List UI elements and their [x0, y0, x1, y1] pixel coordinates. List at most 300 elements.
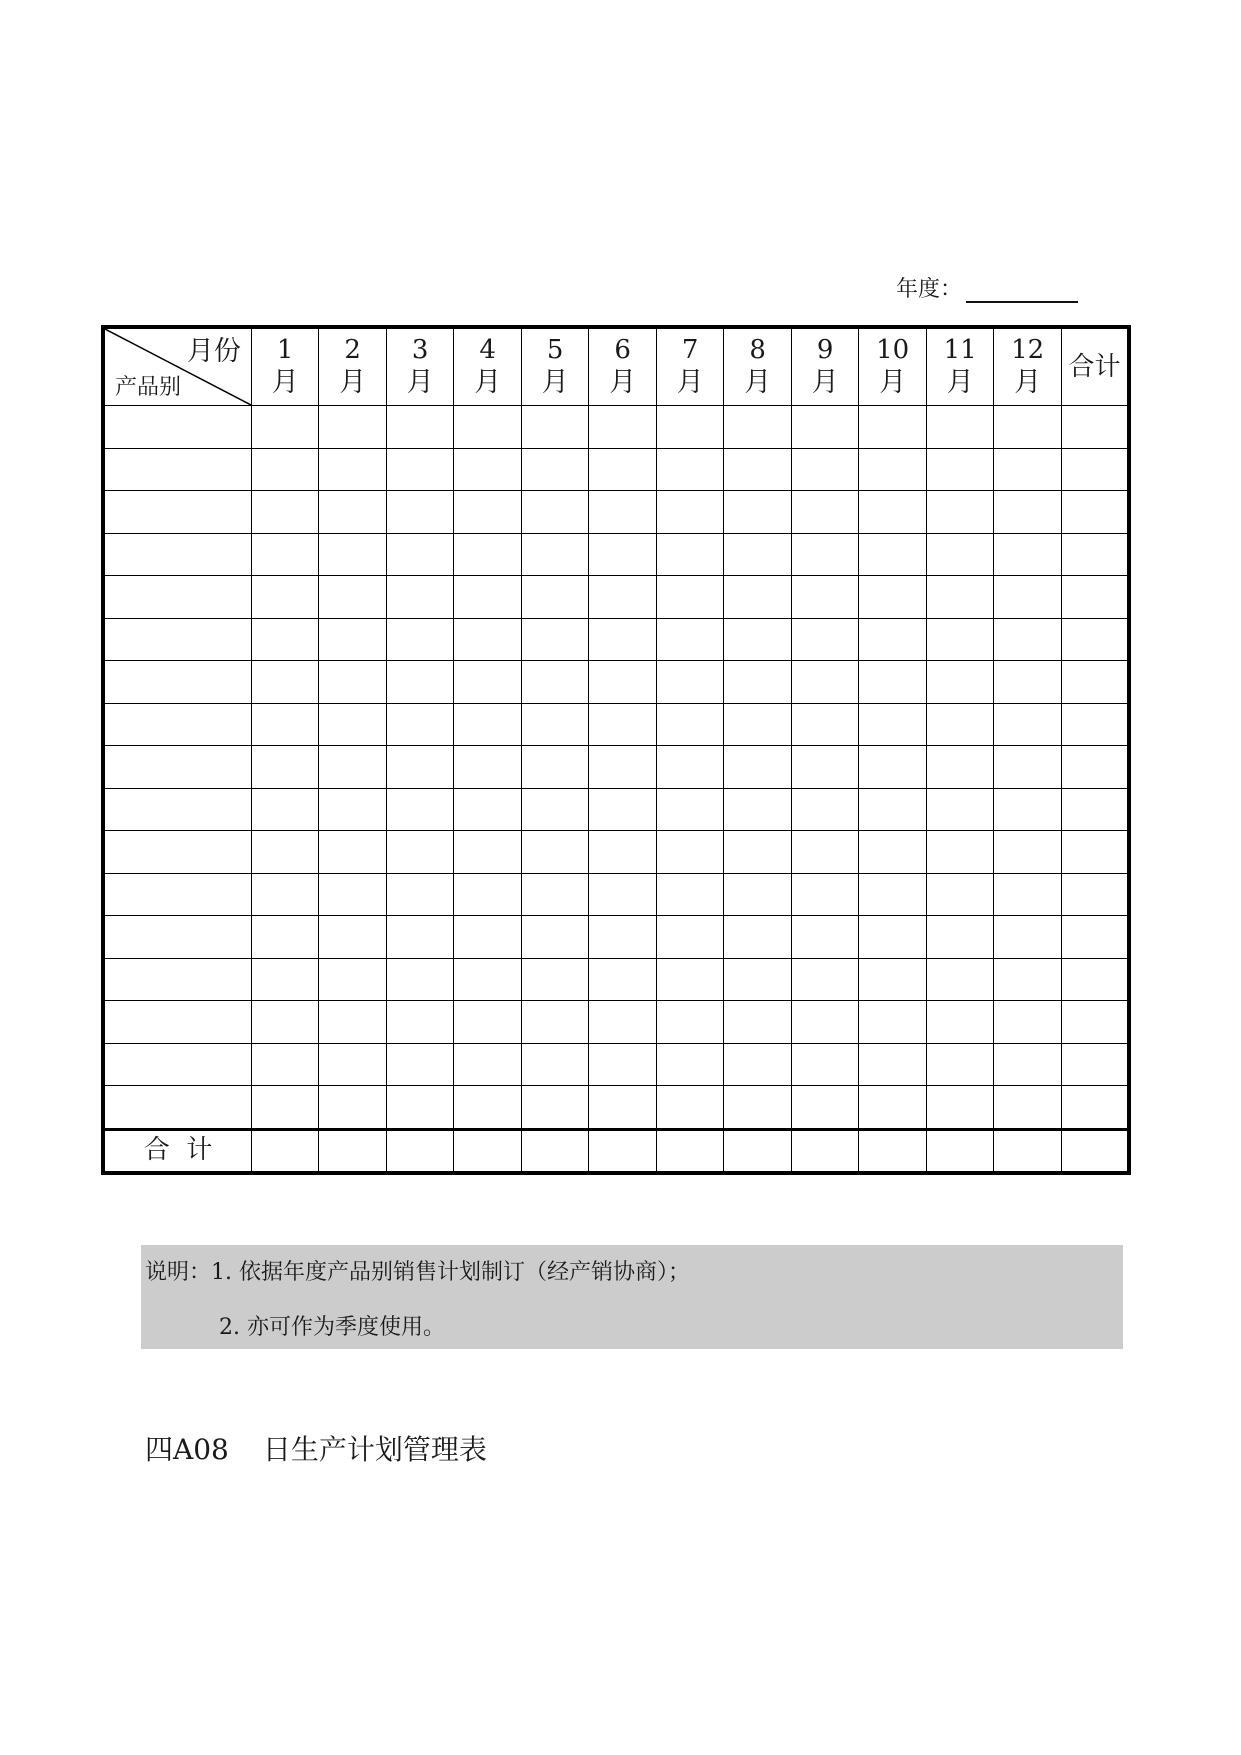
table-cell[interactable]	[589, 576, 657, 619]
total-cell[interactable]	[589, 1129, 657, 1173]
table-cell[interactable]	[1061, 788, 1129, 831]
month-header-9	[791, 327, 859, 406]
note-line-1: 说明：1. 依据年度产品别销售计划制订（经产销协商）；	[145, 1260, 690, 1285]
table-cell[interactable]	[454, 618, 522, 661]
table-cell[interactable]	[859, 618, 927, 661]
table-cell[interactable]	[319, 746, 387, 789]
year-label: 年度：	[896, 277, 963, 302]
table-cell[interactable]	[319, 916, 387, 959]
table-cell[interactable]	[791, 1043, 859, 1086]
product-cell[interactable]	[103, 831, 251, 874]
table-cell[interactable]	[859, 576, 927, 619]
table-cell[interactable]	[589, 1001, 657, 1044]
table-cell[interactable]	[319, 1001, 387, 1044]
table-cell[interactable]	[926, 916, 994, 959]
table-cell[interactable]	[319, 491, 387, 534]
product-cell[interactable]	[103, 1043, 251, 1086]
table-cell[interactable]	[656, 576, 724, 619]
product-cell[interactable]	[103, 873, 251, 916]
table-cell[interactable]	[994, 873, 1062, 916]
total-cell[interactable]	[521, 1129, 589, 1173]
table-cell[interactable]	[926, 491, 994, 534]
table-cell[interactable]	[656, 703, 724, 746]
table-cell[interactable]	[656, 831, 724, 874]
table-cell[interactable]	[859, 1086, 927, 1130]
product-cell[interactable]	[103, 661, 251, 704]
table-cell[interactable]	[656, 618, 724, 661]
table-cell[interactable]	[994, 406, 1062, 449]
table-cell[interactable]	[386, 448, 454, 491]
table-cell[interactable]	[454, 916, 522, 959]
table-cell[interactable]	[926, 1001, 994, 1044]
product-cell[interactable]	[103, 1086, 251, 1130]
table-cell[interactable]	[1061, 448, 1129, 491]
table-cell[interactable]	[454, 576, 522, 619]
table-cell[interactable]	[724, 618, 792, 661]
table-cell[interactable]	[319, 831, 387, 874]
table-cell[interactable]	[656, 873, 724, 916]
table-cell[interactable]	[589, 873, 657, 916]
month-header-5	[521, 327, 589, 406]
table-cell[interactable]	[791, 873, 859, 916]
table-cell[interactable]	[994, 661, 1062, 704]
table-cell[interactable]	[724, 916, 792, 959]
table-cell[interactable]	[454, 958, 522, 1001]
next-section-title	[145, 1428, 487, 1468]
table-cell[interactable]	[319, 533, 387, 576]
table-cell[interactable]	[251, 916, 319, 959]
annual-production-plan-table	[101, 325, 1131, 1175]
table-cell[interactable]	[386, 703, 454, 746]
table-cell[interactable]	[1061, 746, 1129, 789]
table-cell[interactable]	[319, 576, 387, 619]
month-number: 7	[681, 334, 699, 365]
table-cell[interactable]	[926, 618, 994, 661]
table-cell[interactable]	[521, 576, 589, 619]
table-cell[interactable]	[656, 788, 724, 831]
table-cell[interactable]	[994, 491, 1062, 534]
table-cell[interactable]	[521, 406, 589, 449]
table-cell[interactable]	[724, 703, 792, 746]
table-cell[interactable]	[386, 1086, 454, 1130]
month-number: 10	[876, 334, 910, 365]
table-cell[interactable]	[386, 576, 454, 619]
table-cell[interactable]	[791, 958, 859, 1001]
product-cell[interactable]	[103, 448, 251, 491]
month-header-12	[994, 327, 1062, 406]
total-cell[interactable]	[656, 1129, 724, 1173]
table-row	[103, 746, 1129, 789]
month-number: 4	[479, 334, 496, 365]
table-cell[interactable]	[319, 618, 387, 661]
table-cell[interactable]	[656, 661, 724, 704]
table-cell[interactable]	[521, 533, 589, 576]
table-cell[interactable]	[1061, 618, 1129, 661]
table-cell[interactable]	[859, 916, 927, 959]
table-cell[interactable]	[521, 788, 589, 831]
table-cell[interactable]	[1061, 703, 1129, 746]
table-cell[interactable]	[319, 406, 387, 449]
month-char: 月	[541, 367, 569, 399]
table-cell[interactable]	[994, 916, 1062, 959]
table-cell[interactable]	[926, 576, 994, 619]
table-cell[interactable]	[791, 533, 859, 576]
table-cell[interactable]	[656, 406, 724, 449]
table-cell[interactable]	[251, 491, 319, 534]
table-cell[interactable]	[926, 703, 994, 746]
table-cell[interactable]	[791, 1086, 859, 1130]
table-cell[interactable]	[1061, 958, 1129, 1001]
table-cell[interactable]	[724, 1043, 792, 1086]
total-cell[interactable]	[1061, 1129, 1129, 1173]
product-cell[interactable]	[103, 703, 251, 746]
table-cell[interactable]	[521, 661, 589, 704]
table-cell[interactable]	[589, 661, 657, 704]
table-cell[interactable]	[724, 1086, 792, 1130]
total-cell[interactable]	[724, 1129, 792, 1173]
table-cell[interactable]	[656, 916, 724, 959]
table-cell[interactable]	[1061, 1086, 1129, 1130]
year-input-blank[interactable]	[966, 277, 1078, 303]
table-cell[interactable]	[386, 1043, 454, 1086]
month-number: 2	[344, 334, 361, 365]
table-cell[interactable]	[386, 533, 454, 576]
table-cell[interactable]	[791, 576, 859, 619]
table-cell[interactable]	[589, 703, 657, 746]
table-cell[interactable]	[386, 788, 454, 831]
table-cell[interactable]	[521, 831, 589, 874]
table-cell[interactable]	[251, 703, 319, 746]
table-cell[interactable]	[589, 1086, 657, 1130]
month-number: 12	[1011, 334, 1045, 365]
table-cell[interactable]	[1061, 1043, 1129, 1086]
table-cell[interactable]	[251, 958, 319, 1001]
table-cell[interactable]	[386, 661, 454, 704]
table-cell[interactable]	[791, 746, 859, 789]
total-cell[interactable]	[994, 1129, 1062, 1173]
table-cell[interactable]	[251, 1043, 319, 1086]
table-cell[interactable]	[724, 406, 792, 449]
table-cell[interactable]	[656, 533, 724, 576]
total-cell[interactable]	[319, 1129, 387, 1173]
product-cell[interactable]	[103, 916, 251, 959]
table-cell[interactable]	[386, 831, 454, 874]
total-cell[interactable]	[791, 1129, 859, 1173]
table-cell[interactable]	[589, 1043, 657, 1086]
table-cell[interactable]	[1061, 873, 1129, 916]
table-cell[interactable]	[589, 533, 657, 576]
month-char: 月	[744, 367, 772, 399]
month-header-10	[859, 327, 927, 406]
table-cell[interactable]	[859, 533, 927, 576]
table-cell[interactable]	[791, 788, 859, 831]
table-cell[interactable]	[926, 831, 994, 874]
table-cell[interactable]	[386, 1001, 454, 1044]
table-cell[interactable]	[656, 1086, 724, 1130]
product-cell[interactable]	[103, 533, 251, 576]
table-cell[interactable]	[521, 873, 589, 916]
table-cell[interactable]	[926, 746, 994, 789]
table-cell[interactable]	[1061, 533, 1129, 576]
table-cell[interactable]	[454, 406, 522, 449]
table-cell[interactable]	[656, 958, 724, 1001]
table-cell[interactable]	[859, 831, 927, 874]
product-cell[interactable]	[103, 618, 251, 661]
table-cell[interactable]	[454, 491, 522, 534]
month-number: 3	[411, 334, 429, 365]
table-cell[interactable]	[521, 958, 589, 1001]
table-cell[interactable]	[1061, 576, 1129, 619]
month-number: 9	[816, 334, 834, 365]
table-cell[interactable]	[521, 618, 589, 661]
table-cell[interactable]	[589, 491, 657, 534]
table-cell[interactable]	[386, 958, 454, 1001]
month-header-3	[386, 327, 454, 406]
table-cell[interactable]	[386, 746, 454, 789]
table-cell[interactable]	[656, 491, 724, 534]
table-cell[interactable]	[724, 491, 792, 534]
table-cell[interactable]	[589, 448, 657, 491]
table-cell[interactable]	[926, 1086, 994, 1130]
table-cell[interactable]	[656, 448, 724, 491]
table-row	[103, 916, 1129, 959]
table-cell[interactable]	[319, 661, 387, 704]
table-cell[interactable]	[589, 916, 657, 959]
note-box	[141, 1245, 1123, 1349]
table-cell[interactable]	[319, 448, 387, 491]
table-cell[interactable]	[994, 703, 1062, 746]
table-cell[interactable]	[454, 533, 522, 576]
table-cell[interactable]	[454, 873, 522, 916]
table-cell[interactable]	[521, 1043, 589, 1086]
table-cell[interactable]	[319, 1043, 387, 1086]
product-cell[interactable]	[103, 406, 251, 449]
table-cell[interactable]	[724, 746, 792, 789]
product-cell[interactable]	[103, 958, 251, 1001]
product-cell[interactable]	[103, 491, 251, 534]
table-cell[interactable]	[994, 533, 1062, 576]
table-cell[interactable]	[994, 576, 1062, 619]
table-cell[interactable]	[724, 831, 792, 874]
table-cell[interactable]	[589, 406, 657, 449]
table-cell[interactable]	[319, 788, 387, 831]
table-cell[interactable]	[926, 958, 994, 1001]
table-cell[interactable]	[926, 406, 994, 449]
table-cell[interactable]	[454, 703, 522, 746]
table-row	[103, 533, 1129, 576]
table-cell[interactable]	[251, 533, 319, 576]
table-cell[interactable]	[251, 788, 319, 831]
table-cell[interactable]	[859, 873, 927, 916]
table-cell[interactable]	[859, 448, 927, 491]
table-cell[interactable]	[251, 618, 319, 661]
month-number: 5	[546, 334, 564, 365]
table-cell[interactable]	[926, 788, 994, 831]
table-cell[interactable]	[791, 491, 859, 534]
table-cell[interactable]	[454, 448, 522, 491]
table-cell[interactable]	[319, 958, 387, 1001]
table-cell[interactable]	[994, 618, 1062, 661]
table-cell[interactable]	[521, 1086, 589, 1130]
table-cell[interactable]	[859, 491, 927, 534]
table-cell[interactable]	[386, 618, 454, 661]
table-cell[interactable]	[386, 916, 454, 959]
table-cell[interactable]	[859, 406, 927, 449]
table-row	[103, 661, 1129, 704]
table-cell[interactable]	[724, 576, 792, 619]
table-cell[interactable]	[386, 873, 454, 916]
month-char: 月	[946, 367, 974, 399]
diagonal-header-cell	[103, 327, 251, 406]
table-cell[interactable]	[791, 703, 859, 746]
total-cell[interactable]	[926, 1129, 994, 1173]
table-cell[interactable]	[656, 746, 724, 789]
table-row	[103, 491, 1129, 534]
table-row	[103, 703, 1129, 746]
table-row	[103, 831, 1129, 874]
table-cell[interactable]	[454, 746, 522, 789]
table-cell[interactable]	[521, 491, 589, 534]
table-cell[interactable]	[251, 1086, 319, 1130]
table-cell[interactable]	[521, 703, 589, 746]
table-cell[interactable]	[926, 873, 994, 916]
month-header-2	[319, 327, 387, 406]
table-cell[interactable]	[724, 958, 792, 1001]
table-cell[interactable]	[1061, 491, 1129, 534]
total-cell[interactable]	[251, 1129, 319, 1173]
table-cell[interactable]	[656, 1043, 724, 1086]
table-cell[interactable]	[251, 746, 319, 789]
table-cell[interactable]	[859, 1001, 927, 1044]
table-cell[interactable]	[859, 958, 927, 1001]
month-header-4	[454, 327, 522, 406]
table-cell[interactable]	[859, 703, 927, 746]
table-cell[interactable]	[791, 1001, 859, 1044]
table-cell[interactable]	[724, 661, 792, 704]
table-cell[interactable]	[454, 1086, 522, 1130]
table-cell[interactable]	[251, 831, 319, 874]
product-cell[interactable]	[103, 746, 251, 789]
table-cell[interactable]	[1061, 1001, 1129, 1044]
table-cell[interactable]	[521, 916, 589, 959]
month-number: 11	[943, 334, 977, 365]
table-cell[interactable]	[319, 1086, 387, 1130]
product-header-label: 产品别	[115, 374, 182, 400]
table-cell[interactable]	[859, 788, 927, 831]
table-cell[interactable]	[1061, 831, 1129, 874]
table-cell[interactable]	[994, 958, 1062, 1001]
month-char: 月	[609, 367, 637, 399]
month-char: 月	[339, 367, 367, 399]
table-cell[interactable]	[589, 788, 657, 831]
table-cell[interactable]	[994, 788, 1062, 831]
total-cell[interactable]	[386, 1129, 454, 1173]
table-cell[interactable]	[251, 1001, 319, 1044]
table-cell[interactable]	[1061, 916, 1129, 959]
table-cell[interactable]	[926, 1043, 994, 1086]
table-cell[interactable]	[724, 448, 792, 491]
table-cell[interactable]	[521, 746, 589, 789]
table-body	[103, 406, 1129, 1173]
month-header-1	[251, 327, 319, 406]
table-cell[interactable]	[589, 831, 657, 874]
table-cell[interactable]	[251, 406, 319, 449]
table-cell[interactable]	[589, 618, 657, 661]
total-cell[interactable]	[454, 1129, 522, 1173]
table-cell[interactable]	[994, 1001, 1062, 1044]
table-cell[interactable]	[251, 576, 319, 619]
table-cell[interactable]	[656, 1001, 724, 1044]
table-cell[interactable]	[724, 873, 792, 916]
section-title: 日生产计划管理表	[262, 1433, 487, 1466]
table-cell[interactable]	[454, 661, 522, 704]
table-row	[103, 1086, 1129, 1130]
table-cell[interactable]	[724, 533, 792, 576]
table-cell[interactable]	[859, 746, 927, 789]
table-cell[interactable]	[454, 1001, 522, 1044]
table-cell[interactable]	[454, 831, 522, 874]
month-header-8	[724, 327, 792, 406]
table-cell[interactable]	[994, 831, 1062, 874]
table-cell[interactable]	[859, 1043, 927, 1086]
table-cell[interactable]	[386, 406, 454, 449]
table-cell[interactable]	[521, 448, 589, 491]
table-cell[interactable]	[251, 873, 319, 916]
table-cell[interactable]	[994, 1086, 1062, 1130]
month-number: 6	[614, 334, 631, 365]
table-cell[interactable]	[994, 448, 1062, 491]
month-char: 月	[676, 367, 704, 399]
table-cell[interactable]	[454, 1043, 522, 1086]
table-cell[interactable]	[926, 533, 994, 576]
product-cell[interactable]	[103, 788, 251, 831]
table-cell[interactable]	[791, 618, 859, 661]
table-cell[interactable]	[994, 746, 1062, 789]
table-cell[interactable]	[454, 788, 522, 831]
table-cell[interactable]	[791, 448, 859, 491]
table-cell[interactable]	[251, 448, 319, 491]
table-cell[interactable]	[386, 491, 454, 534]
table-cell[interactable]	[926, 448, 994, 491]
table-cell[interactable]	[521, 1001, 589, 1044]
table-cell[interactable]	[791, 406, 859, 449]
total-cell[interactable]	[859, 1129, 927, 1173]
table-cell[interactable]	[791, 831, 859, 874]
month-char: 月	[1014, 367, 1042, 399]
table-cell[interactable]	[1061, 406, 1129, 449]
product-cell[interactable]	[103, 1001, 251, 1044]
table-cell[interactable]	[251, 661, 319, 704]
year-field	[896, 272, 1078, 303]
table-cell[interactable]	[319, 873, 387, 916]
table-cell[interactable]	[791, 916, 859, 959]
table-cell[interactable]	[724, 788, 792, 831]
table-cell[interactable]	[589, 958, 657, 1001]
table-cell[interactable]	[724, 1001, 792, 1044]
table-cell[interactable]	[994, 1043, 1062, 1086]
table-cell[interactable]	[926, 661, 994, 704]
month-number: 1	[276, 334, 294, 365]
product-cell[interactable]	[103, 576, 251, 619]
table-cell[interactable]	[589, 746, 657, 789]
table-cell[interactable]	[859, 661, 927, 704]
table-row	[103, 448, 1129, 491]
table-cell[interactable]	[791, 661, 859, 704]
table-row	[103, 1043, 1129, 1086]
table-row	[103, 1001, 1129, 1044]
table-cell[interactable]	[1061, 661, 1129, 704]
table-cell[interactable]	[319, 703, 387, 746]
